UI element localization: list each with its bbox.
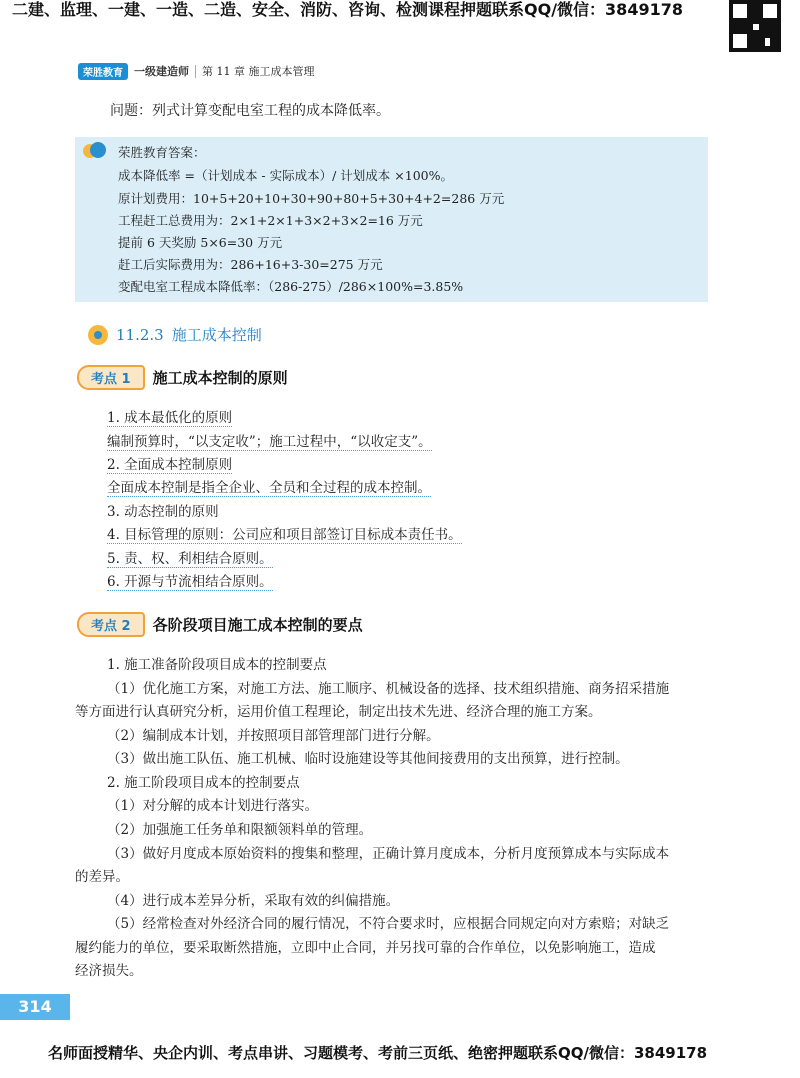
publisher-logo: 荣胜教育 [78,63,128,80]
cloud-icon [82,141,108,159]
body-line: （5）经常检查对外经济合同的履行情况，不符合要求时，应根据合同规定向对方索赔；对缺乏 [107,916,670,932]
chapter-title: 第 11 章 施工成本管理 [202,65,315,78]
body-line: （1）优化施工方案，对施工方法、施工顺序、机械设备的选择、技术组织措施、商务招采措施 [107,681,670,697]
exam-name: 一级建造师 [134,65,189,78]
principle-line: 6. 开源与节流相结合原则。 [107,574,273,590]
body-line: 1. 施工准备阶段项目成本的控制要点 [107,657,327,673]
key-point-2-heading [77,612,363,637]
key-point-title: 施工成本控制的原则 [152,369,288,387]
principle-line: 全面成本控制是指全企业、全员和全过程的成本控制。 [107,480,431,496]
answer-line: 变配电室工程成本降低率：（286-275）/286×100%=3.85% [118,279,464,294]
answer-line: 成本降低率 =（计划成本 - 实际成本）/ 计划成本 ×100%。 [118,168,453,183]
body-line: （1）对分解的成本计划进行落实。 [107,798,319,814]
section-title: 施工成本控制 [171,326,262,344]
top-ad-banner: 二建、监理、一建、一造、二造、安全、消防、咨询、检测课程押题联系QQ/微信：3849178 [12,0,683,19]
page-number: 314 [0,994,70,1020]
key-point-title: 各阶段项目施工成本控制的要点 [152,616,363,634]
answer-title: 荣胜教育答案： [118,145,206,160]
qr-code-icon [729,0,781,52]
body-line: （4）进行成本差异分析，采取有效的纠偏措施。 [107,893,400,909]
body-line: 2. 施工阶段项目成本的控制要点 [107,775,300,791]
body-line: 经济损失。 [75,963,143,979]
principle-line: 2. 全面成本控制原则 [107,457,233,473]
body-line: 履约能力的单位，要采取断然措施，立即中止合同，并另找可靠的合作单位，以免影响施工，造成 [75,940,656,956]
question-text: 问题：列式计算变配电室工程的成本降低率。 [110,103,390,119]
principle-line: 4. 目标管理的原则：公司应和项目部签订目标成本责任书。 [107,527,462,543]
answer-line: 原计划费用：10+5+20+10+30+90+80+5+30+4+2=286 万元 [118,191,505,206]
section-heading [88,324,262,345]
principle-line: 1. 成本最低化的原则 [107,410,233,426]
answer-line: 提前 6 天奖励 5×6=30 万元 [118,235,283,250]
answer-line: 工程赶工总费用为：2×1+2×1+3×2+3×2=16 万元 [118,213,423,228]
section-bullet-icon [88,325,108,345]
principle-line: 5. 责、权、利相结合原则。 [107,551,273,567]
principle-line: 3. 动态控制的原则 [107,504,219,520]
body-line: （3）做好月度成本原始资料的搜集和整理，正确计算月度成本，分析月度预算成本与实际成本 [107,846,670,862]
key-point-tag: 考点 2 [77,612,145,637]
page-header [78,62,315,80]
body-line: （3）做出施工队伍、施工机械、临时设施建设等其他间接费用的支出预算，进行控制。 [107,751,629,767]
header-divider [195,65,196,78]
principle-line: 编制预算时，“以支定收”；施工过程中，“以收定支”。 [107,434,432,450]
answer-line: 赶工后实际费用为：286+16+3-30=275 万元 [118,257,383,272]
key-point-1-heading [77,365,288,390]
body-line: （2）编制成本计划，并按照项目部管理部门进行分解。 [107,728,440,744]
body-line: 等方面进行认真研究分析，运用价值工程理论，制定出技术先进、经济合理的施工方案。 [75,704,602,720]
body-line: 的差异。 [75,869,129,885]
body-line: （2）加强施工任务单和限额领料单的管理。 [107,822,373,838]
section-number: 11.2.3 [116,325,164,344]
bottom-ad-banner: 名师面授精华、央企内训、考点串讲、习题模考、考前三页纸、绝密押题联系QQ/微信：3849178 [48,1044,708,1062]
key-point-tag: 考点 1 [77,365,145,390]
